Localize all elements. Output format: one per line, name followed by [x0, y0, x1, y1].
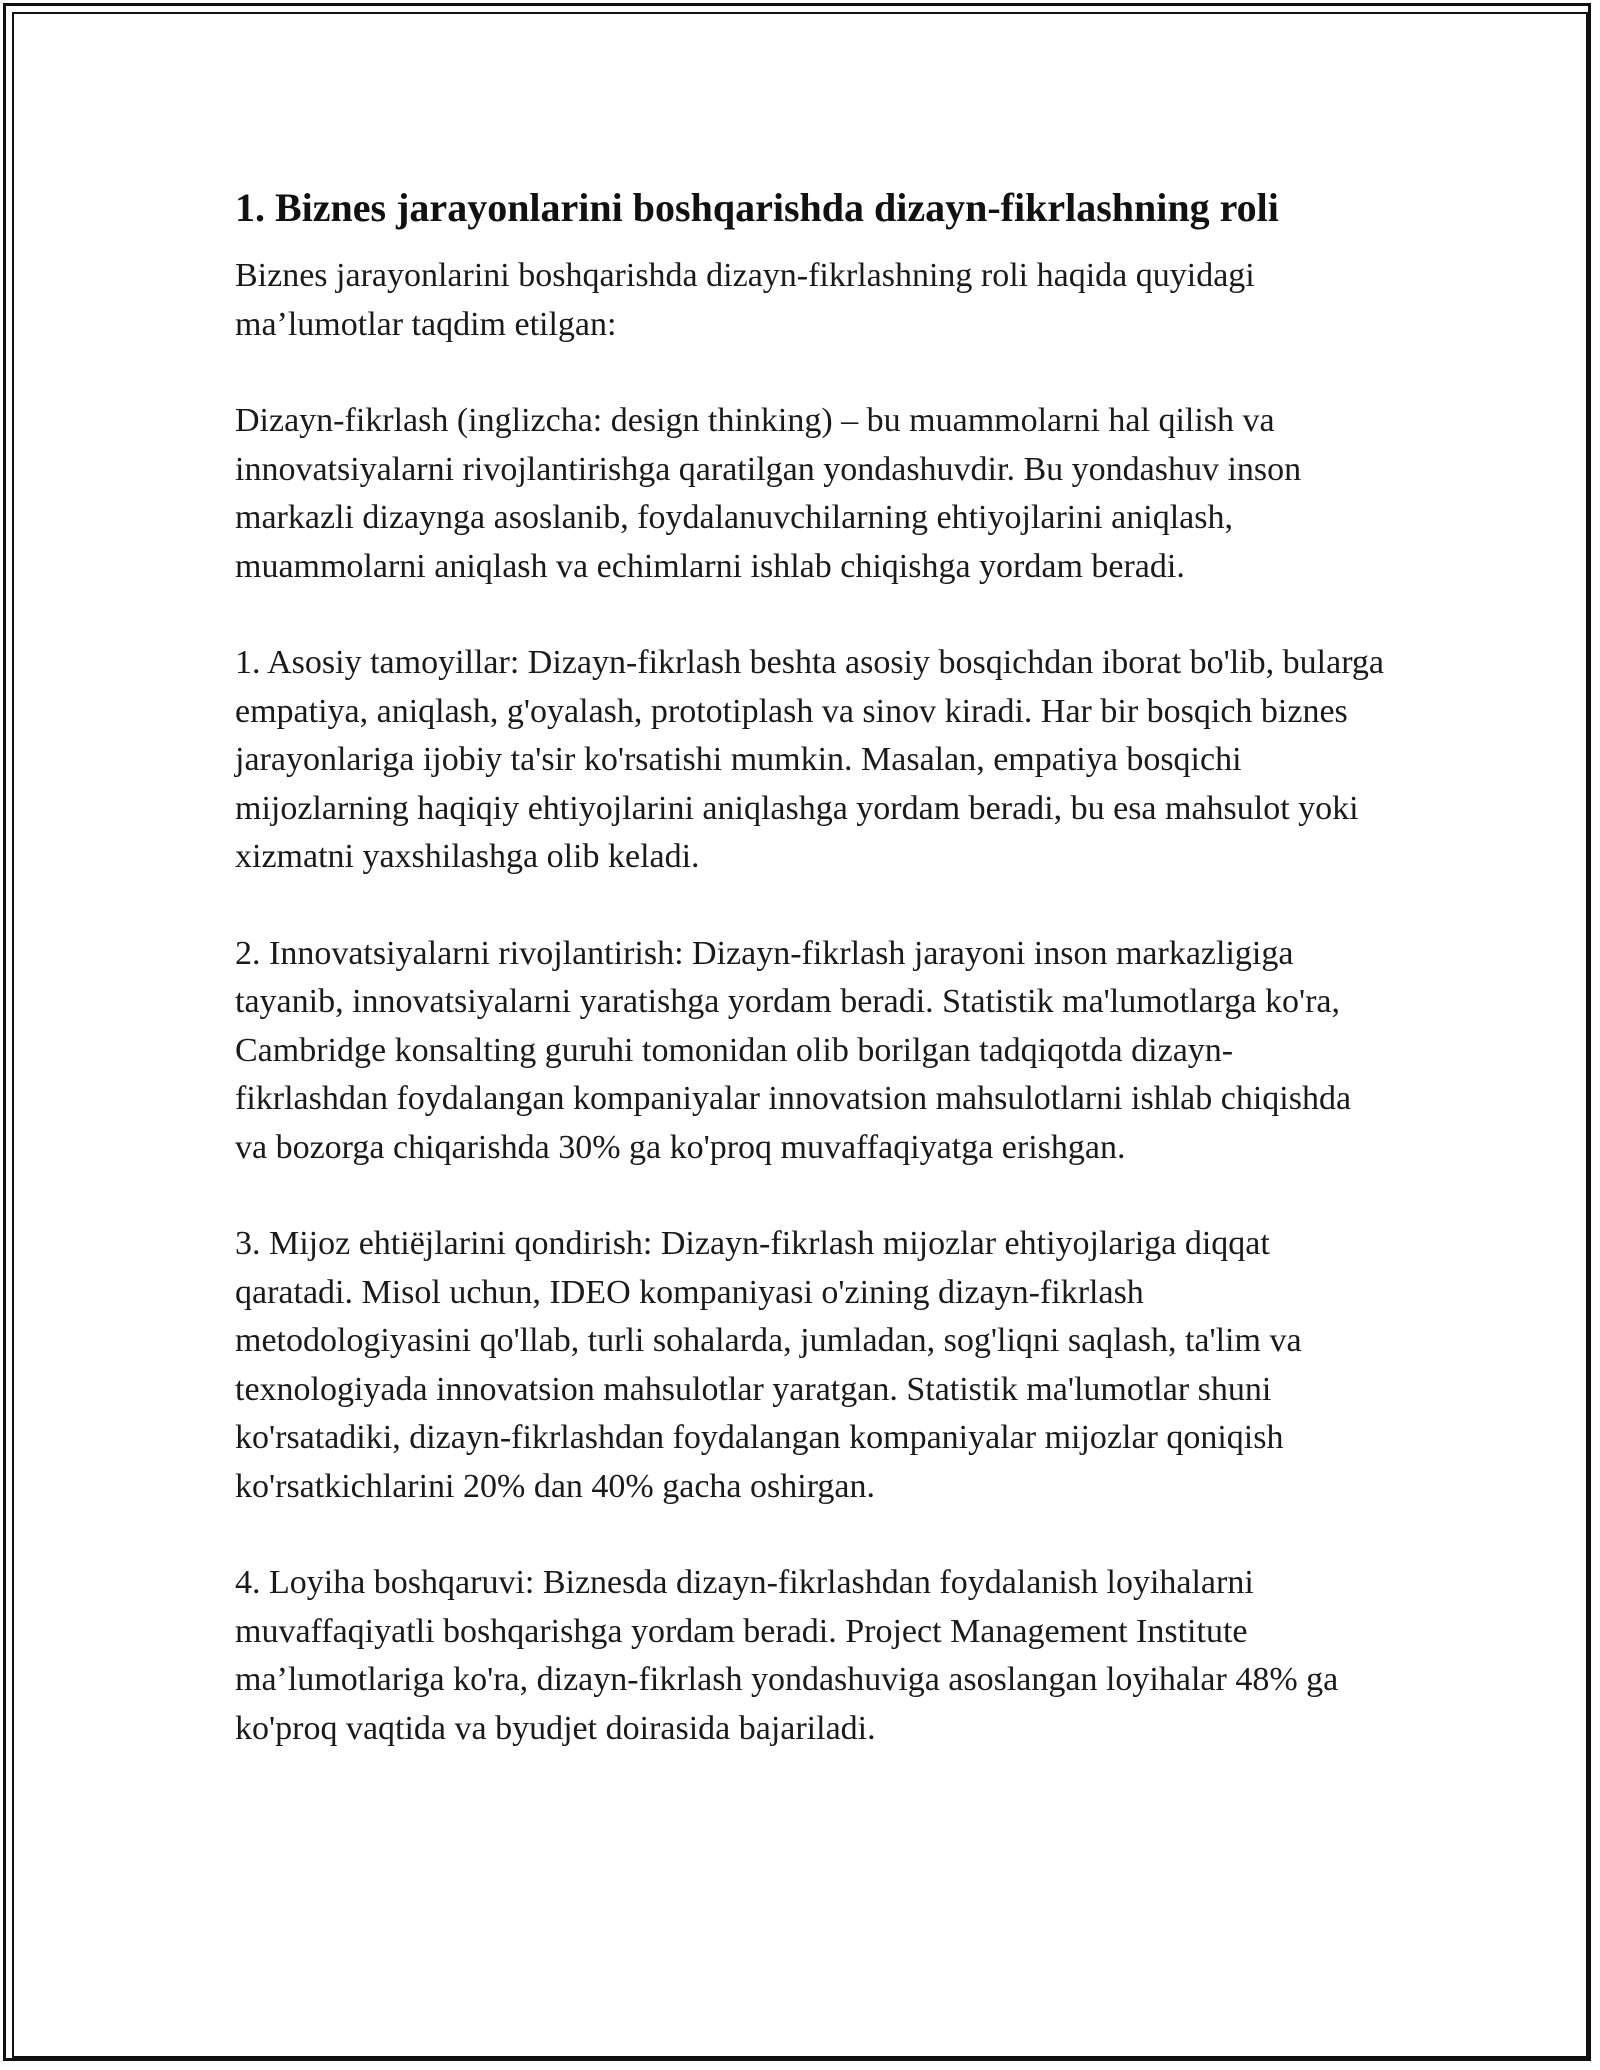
paragraph-definition: Dizayn-fikrlash (inglizcha: design thinking) – bu muammolarni hal qilish va innovatsiyalarni rivojlantirishga qaratilgan yondashuvdir. Bu yondashuv inson markazli dizaynga asoslanib, foydalanuvchilarning ehtiyojlarini aniqlash, muammolarni aniqlash va echimlarni ishlab chiqishga yordam beradi. — [235, 402, 1302, 585]
paragraph-principles: 1. Asosiy tamoyillar: Dizayn-fikrlash beshta asosiy bosqichdan iborat bo'lib, bularga empatiya, aniqlash, g'oyalash, prototiplash va sinov kiradi. Har bir bosqich biznes jarayonlariga ijobiy ta'sir ko'rsatishi mumkin. Masalan, empatiya bosqichi mijozlarning haqiqiy ehtiyojlarini aniqlashga yordam beradi, bu esa mahsulot yoki xizmatni yaxshilashga olib keladi. — [235, 644, 1385, 875]
paragraph-innovation: 2. Innovatsiyalarni rivojlantirish: Dizayn-fikrlash jarayoni inson markazligiga tayanib, innovatsiyalarni yaratishga yordam beradi. Statistik ma'lumotlarga ko'ra, Cambridge konsalting guruhi tomonidan olib borilgan tadqiqotda dizayn-fikrlashdan foydalangan kompaniyalar innovatsion mahsulotlarni ishlab chiqishda va bozorga chiqarishda 30% ga ko'proq muvaffaqiyatga erishgan. — [235, 934, 1352, 1166]
paragraph-customer-needs: 3. Mijoz ehtiёjlarini qondirish: Dizayn-fikrlash mijozlar ehtiyojlariga diqqat qaratadi. Misol uchun, IDEO kompaniyasi o'zining dizayn-fikrlash metodologiyasini qo'llab, turli sohalarda, jumladan, sog'liqni saqlash, ta'lim va texnologiyada innovatsion mahsulotlar yaratgan. Statistik ma'lumotlar shuni ko'rsatadiki, dizayn-fikrlashdan foydalangan kompaniyalar mijozlar qoniqish ko'rsatkichlarini 20% dan 40% gacha oshirgan. — [235, 1225, 1302, 1505]
paragraph-project-management: 4. Loyiha boshqaruvi: Biznesda dizayn-fikrlashdan foydalanish loyihalarni muvaffaqiyatli boshqarishga yordam beradi. Project Management Institute ma’lumotlariga ko'ra, dizayn-fikrlash yondashuviga asoslangan loyihalar 48% ga ko'proq vaqtida va byudjet doirasida bajariladi. — [235, 1564, 1339, 1747]
paragraph-intro: Biznes jarayonlarini boshqarishda dizayn-fikrlashning roli haqida quyidagi ma’lumotlar taqdim etilgan: — [235, 257, 1255, 343]
document-body — [235, 180, 1385, 1801]
document-title: 1. Biznes jarayonlarini boshqarishda dizayn-fikrlashning roli — [235, 185, 1279, 230]
